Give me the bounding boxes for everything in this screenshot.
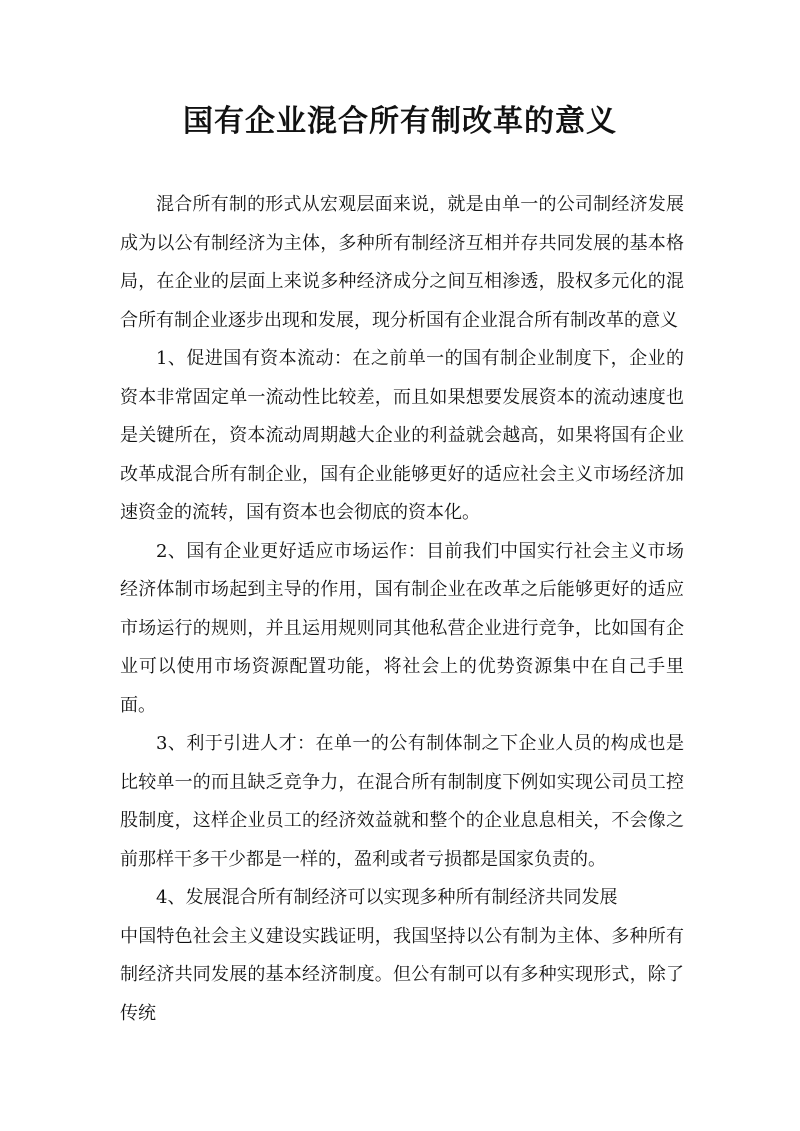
paragraph-point-1: 1、促进国有资本流动：在之前单一的国有制企业制度下，企业的资本非常固定单一流动性比较差，而且如果想要发展资本的流动速度也是关键所在，资本流动周期越大企业的利益就会越高，如果将国有企业改革成混合所有制企业，国有企业能够更好的适应社会主义市场经济加速资金的流转，国有资本也会彻底的资本化。 xyxy=(120,348,684,523)
paragraph-intro: 混合所有制的形式从宏观层面来说，就是由单一的公司制经济发展成为以公有制经济为主体，多种所有制经济互相并存共同发展的基本格局，在企业的层面上来说多种经济成分之间互相渗透，股权多元化的混合所有制企业逐步出现和发展，现分析国有企业混合所有制改革的意义 xyxy=(120,194,684,331)
paragraph-point-2: 2、国有企业更好适应市场运作：目前我们中国实行社会主义市场经济体制市场起到主导的作用，国有制企业在改革之后能够更好的适应市场运行的规则，并且运用规则同其他私营企业进行竞争，比如国有企业可以使用市场资源配置功能，将社会上的优势资源集中在自己手里面。 xyxy=(120,540,684,716)
paragraph-point-4-heading: 4、发展混合所有制经济可以实现多种所有制经济共同发展 xyxy=(156,887,618,908)
document-body xyxy=(120,186,684,1033)
paragraph-point-3: 3、利于引进人才：在单一的公有制体制之下企业人员的构成也是比较单一的而且缺乏竞争力，在混合所有制制度下例如实现公司员工控股制度，这样企业员工的经济效益就和整个的企业息息相关，不会像之前那样干多干少都是一样的，盈利或者亏损都是国家负责的。 xyxy=(120,733,684,870)
paragraph-point-4-body: 中国特色社会主义建设实践证明，我国坚持以公有制为主体、多种所有制经济共同发展的基本经济制度。但公有制可以有多种实现形式，除了传统 xyxy=(120,925,684,1024)
page-title: 国有企业混合所有制改革的意义 xyxy=(183,104,617,139)
